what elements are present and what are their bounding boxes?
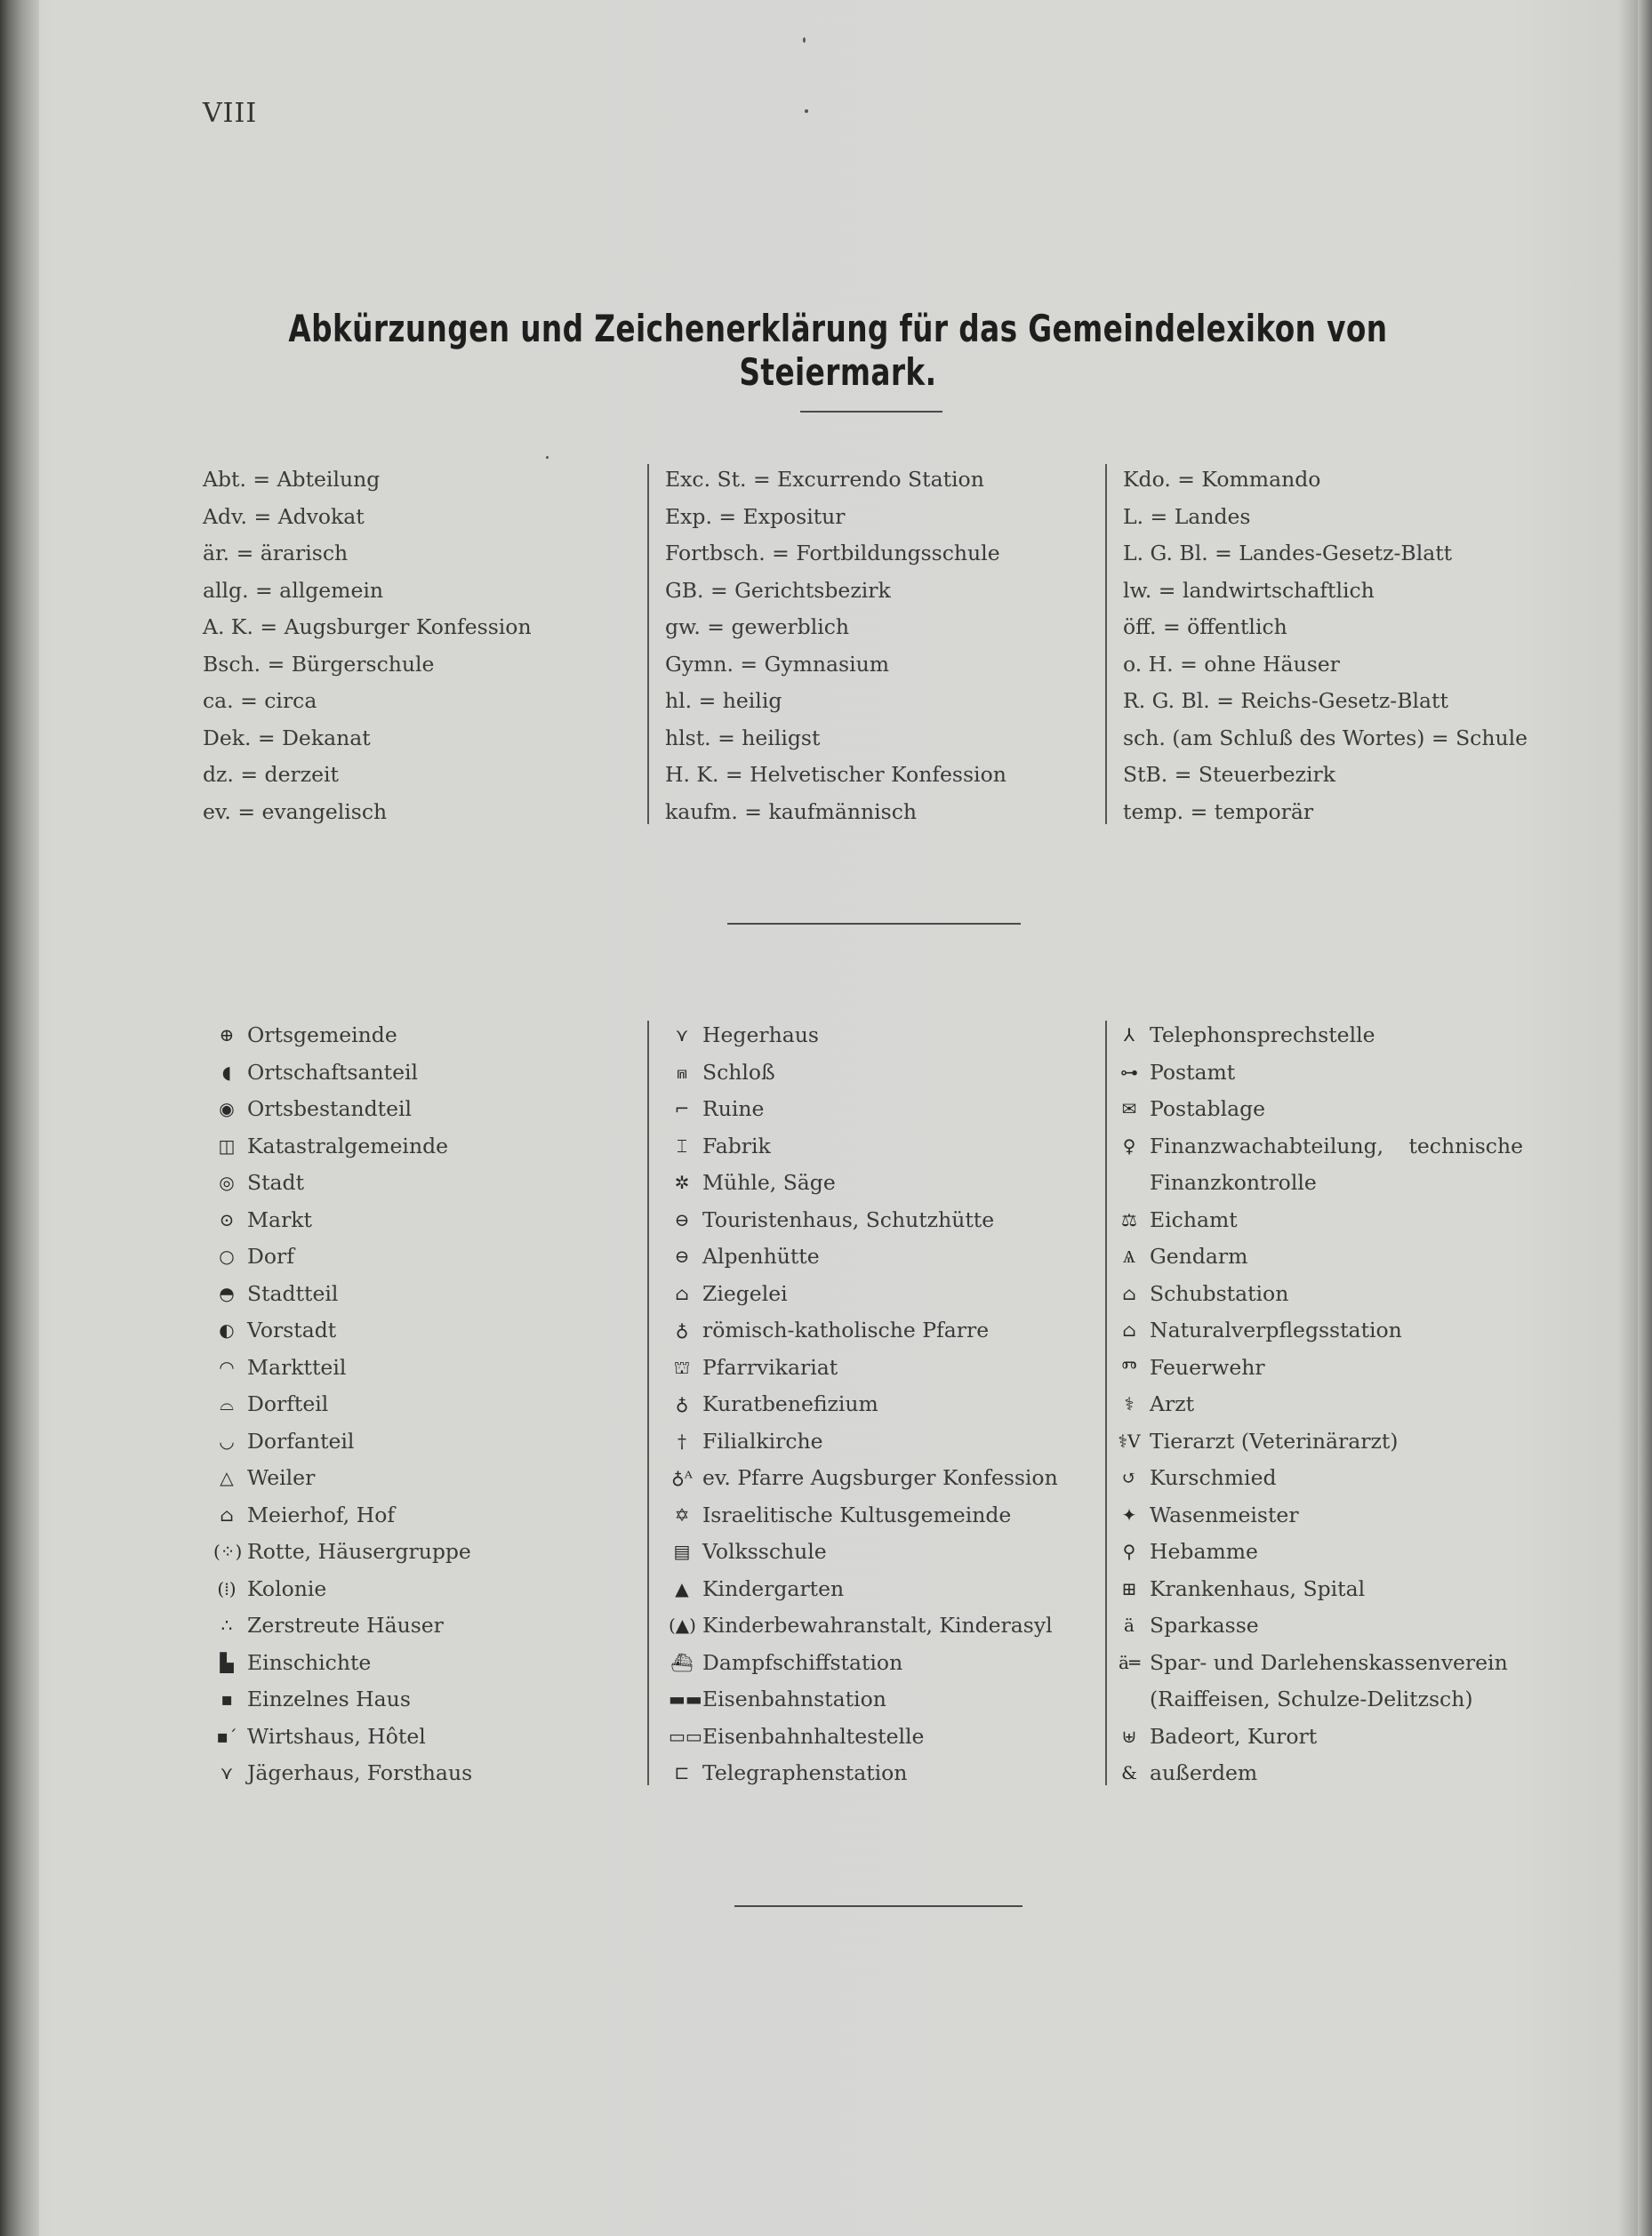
- legend-entry: [669, 1091, 1058, 1128]
- small-triangle-icon: △: [220, 1467, 234, 1488]
- legend-label: Kuratbenefizium: [702, 1391, 878, 1416]
- legend-entry: [1116, 1276, 1523, 1313]
- abbreviation-entry: hl. = heilig: [665, 688, 782, 713]
- ruin-icon: ⌐: [674, 1098, 690, 1119]
- legend-entry: [1116, 1645, 1523, 1682]
- nursery-icon: (▲): [669, 1615, 696, 1636]
- legend-entry: [1116, 1571, 1523, 1608]
- legend-entry: [213, 1755, 472, 1792]
- abbreviation-entry: öff. = öffentlich: [1123, 614, 1287, 639]
- legend-label: Wasenmeister: [1150, 1502, 1299, 1527]
- title-divider: [800, 411, 942, 413]
- legend-entry: [1116, 1460, 1523, 1497]
- loan-association-icon: ä═: [1119, 1651, 1140, 1673]
- legend-label: Zerstreute Häuser: [247, 1613, 444, 1638]
- page-right-edge: [1638, 0, 1652, 2236]
- legend-entry: [1116, 1386, 1523, 1423]
- column-separator: [647, 1021, 649, 1785]
- telephone-icon: ⅄: [1123, 1024, 1135, 1046]
- dotted-circle-icon: ⊙: [219, 1208, 235, 1230]
- legend-label: Alpenhütte: [702, 1244, 820, 1269]
- legend-label: Krankenhaus, Spital: [1150, 1575, 1366, 1601]
- mill-wheel-icon: ✲: [674, 1172, 690, 1193]
- legend-entry: [213, 1091, 472, 1128]
- legend-label: Filialkirche: [702, 1428, 823, 1454]
- abbreviation-entry: A. K. = Augsburger Konfession: [203, 614, 532, 639]
- hunting-lodge-icon: ⋎: [675, 1024, 689, 1046]
- abbreviations-column-3: [1123, 461, 1528, 830]
- school-icon: ▤: [673, 1541, 691, 1562]
- veterinarian-icon: ⚕V: [1118, 1430, 1141, 1452]
- legend-label: Sparkasse: [1150, 1613, 1259, 1638]
- section-divider: [727, 923, 1021, 925]
- steamboat-icon: ⛴: [670, 1651, 694, 1673]
- legend-entry: [213, 1607, 472, 1645]
- branch-church-icon: †: [678, 1430, 686, 1452]
- abbreviation-entry: Adv. = Advokat: [203, 503, 365, 529]
- abbreviation-entry: temp. = temporär: [1123, 798, 1314, 824]
- railway-stop-icon: ▭▭: [669, 1725, 702, 1747]
- legend-label: Stadtteil: [247, 1280, 339, 1306]
- legend-label: Katastralgemeinde: [247, 1133, 449, 1158]
- legend-label: Spar- und Darlehenskassenverein: [1150, 1649, 1508, 1675]
- legend-entry: [669, 1238, 1058, 1276]
- abbreviation-entry: StB. = Steuerbezirk: [1123, 762, 1335, 787]
- legend-label: Ziegelei: [702, 1280, 788, 1306]
- legend-entry: [669, 1497, 1058, 1535]
- legend-label: Schubstation: [1150, 1280, 1289, 1306]
- legend-label: Telephonsprechstelle: [1150, 1022, 1375, 1047]
- legend-entry: [1116, 1054, 1523, 1092]
- abbreviation-entry: lw. = landwirtschaftlich: [1123, 577, 1375, 603]
- knacker-icon: ✦: [1121, 1503, 1137, 1526]
- abbreviations-column-2: [665, 461, 1006, 830]
- legend-entry: [669, 1202, 1058, 1239]
- factory-icon: ⌶: [677, 1134, 687, 1157]
- legend-label: ev. Pfarre Augsburger Konfession: [702, 1465, 1058, 1490]
- legend-entry: [669, 1017, 1058, 1054]
- legend-entry: [1116, 1497, 1523, 1535]
- legend-entry: [669, 1276, 1058, 1313]
- abbreviation-entry: o. H. = ohne Häuser: [1123, 651, 1340, 677]
- legend-entry: [213, 1350, 472, 1387]
- legend-entry: [213, 1276, 472, 1313]
- legend-label: Dorfanteil: [247, 1428, 355, 1454]
- legend-label: Telegraphenstation: [702, 1760, 908, 1785]
- legend-label: Schloß: [702, 1059, 775, 1085]
- abbreviation-entry: hlst. = heiligst: [665, 725, 821, 750]
- telegraph-icon: ⊏: [674, 1762, 690, 1783]
- legend-entry: [669, 1681, 1058, 1719]
- brickworks-icon: ⌂: [675, 1282, 689, 1304]
- legend-entry: [213, 1571, 472, 1608]
- railway-station-icon: ▬▬: [669, 1688, 702, 1710]
- abbreviation-entry: Abt. = Abteilung: [203, 467, 381, 492]
- legend-label: Ortschaftsanteil: [247, 1059, 419, 1085]
- legend-label: Gendarm: [1150, 1244, 1248, 1269]
- abbreviation-entry: sch. (am Schluß des Wortes) = Schule: [1123, 725, 1528, 750]
- transport-station-icon: ⌂: [1122, 1282, 1136, 1304]
- legend-label: Feuerwehr: [1150, 1354, 1265, 1380]
- legend-label: Dorfteil: [247, 1391, 329, 1416]
- envelope-icon: ✉: [1121, 1098, 1137, 1119]
- legend-label: Pfarrvikariat: [702, 1354, 838, 1380]
- print-speck: [803, 37, 806, 43]
- circle-icon: ○: [219, 1246, 235, 1267]
- legend-entry: [669, 1645, 1058, 1682]
- column-separator: [647, 464, 649, 824]
- page-number: VIII: [203, 98, 258, 129]
- abbreviation-entry: ca. = circa: [203, 688, 317, 713]
- abbreviation-entry: allg. = allgemein: [203, 577, 384, 603]
- vicarage-icon: ⛫: [673, 1356, 691, 1378]
- legend-entry: [1116, 1202, 1523, 1239]
- gendarmerie-icon: Ѧ: [1122, 1246, 1136, 1267]
- legend-label: Eisenbahnstation: [702, 1687, 886, 1711]
- legend-entry: [213, 1681, 472, 1719]
- abbreviation-entry: Fortbsch. = Fortbildungsschule: [665, 541, 1000, 565]
- legend-entry: [669, 1165, 1058, 1202]
- legend-label: Wirtshaus, Hôtel: [247, 1723, 426, 1749]
- legend-entry: [213, 1312, 472, 1350]
- legend-label: Mühle, Säge: [702, 1170, 836, 1195]
- symbols-column-1: [213, 1017, 472, 1792]
- abbreviation-entry: Exp. = Expositur: [665, 503, 846, 529]
- legend-label: Ortsgemeinde: [247, 1022, 397, 1047]
- legend-label: Hegerhaus: [702, 1022, 819, 1047]
- legend-label: Dorf: [247, 1244, 294, 1269]
- legend-entry: [1116, 1312, 1523, 1350]
- legend-label: Fabrik: [702, 1133, 771, 1158]
- legend-entry: [213, 1534, 472, 1571]
- legend-entry: [1116, 1091, 1523, 1128]
- legend-entry: [1116, 1350, 1523, 1387]
- post-horn-icon: ⊶: [1120, 1061, 1138, 1083]
- legend-label: römisch-katholische Pfarre: [702, 1318, 990, 1342]
- midwife-icon: ⚲: [1122, 1541, 1136, 1562]
- legend-entry: [669, 1350, 1058, 1387]
- legend-entry: [213, 1645, 472, 1682]
- filled-half-circle-icon: ◉: [219, 1098, 235, 1119]
- legend-label: Eisenbahnhaltestelle: [702, 1723, 925, 1749]
- legend-label: Touristenhaus, Schutzhütte: [702, 1206, 995, 1232]
- legend-label: Rotte, Häusergruppe: [247, 1539, 471, 1564]
- single-house-icon: ▙: [220, 1651, 234, 1673]
- tourist-hut-icon: ⊖: [674, 1208, 690, 1230]
- farm-house-icon: ⌂: [220, 1503, 234, 1526]
- legend-entry: [213, 1054, 472, 1092]
- legend-label: Jägerhaus, Forsthaus: [247, 1760, 473, 1785]
- abbreviation-entry: dz. = derzeit: [203, 762, 339, 787]
- column-separator: [1105, 1021, 1107, 1785]
- legend-label: Kolonie: [247, 1575, 327, 1601]
- legend-entry: [213, 1497, 472, 1535]
- legend-label: Ruine: [702, 1096, 765, 1121]
- inn-icon: ▪ˊ: [216, 1725, 237, 1747]
- finance-guard-icon: ♀: [1122, 1134, 1136, 1157]
- legend-label: Marktteil: [247, 1354, 347, 1380]
- legend-entry: [1116, 1017, 1523, 1054]
- legend-entry: [213, 1165, 472, 1202]
- legend-label: Kindergarten: [702, 1575, 845, 1601]
- page-title: Abkürzungen und Zeichenerklärung für das Gemeindelexikon von Steiermark.: [288, 307, 1388, 394]
- abbreviation-entry: Bsch. = Bürgerschule: [203, 651, 435, 677]
- legend-entry: [1116, 1719, 1523, 1756]
- abbreviation-entry: L. = Landes: [1123, 503, 1251, 529]
- legend-entry: [669, 1312, 1058, 1350]
- scattered-dots-icon: ∴: [221, 1615, 233, 1636]
- legend-label: Arzt: [1150, 1391, 1195, 1416]
- legend-label: Naturalverpflegsstation: [1150, 1318, 1402, 1342]
- legend-entry: [669, 1534, 1058, 1571]
- legend-entry: [669, 1755, 1058, 1792]
- legend-label: Kinderbewahranstalt, Kinderasyl: [702, 1613, 1053, 1638]
- upper-arc-dot-icon: ◠: [219, 1356, 235, 1378]
- abbreviation-entry: Gymn. = Gymnasium: [665, 651, 890, 677]
- double-circle-icon: ◎: [219, 1172, 235, 1193]
- antler-icon: ⋎: [220, 1762, 234, 1783]
- fire-brigade-icon: Ⱅ: [1121, 1356, 1137, 1378]
- legend-entry: [669, 1128, 1058, 1166]
- legend-label: Ortsbestandteil: [247, 1096, 413, 1121]
- savings-bank-icon: ä: [1124, 1615, 1135, 1636]
- legend-entry: [669, 1607, 1058, 1645]
- legend-entry: [669, 1054, 1058, 1092]
- spa-icon: ⊎: [1121, 1725, 1137, 1747]
- legend-entry: [213, 1202, 472, 1239]
- abbreviation-entry: R. G. Bl. = Reichs-Gesetz-Blatt: [1123, 688, 1448, 713]
- legend-label: Postamt: [1150, 1059, 1236, 1085]
- legend-entry: [213, 1017, 472, 1054]
- legend-entry: [1116, 1755, 1523, 1792]
- abbreviation-entry: GB. = Gerichtsbezirk: [665, 577, 891, 603]
- castle-icon: ⩎: [677, 1061, 687, 1083]
- legend-label: Markt: [247, 1206, 312, 1232]
- grid-in-parens-icon: (⁞): [217, 1577, 237, 1599]
- abbreviation-entry: kaufm. = kaufmännisch: [665, 798, 917, 824]
- legend-entry: [1116, 1128, 1523, 1202]
- circle-cross-icon: ⊕: [219, 1024, 235, 1046]
- abbreviations-column-1: [203, 461, 532, 830]
- book-binding-edge: [0, 0, 39, 2236]
- legend-entry: [213, 1128, 472, 1166]
- half-filled-circle-icon: ◐: [219, 1319, 235, 1341]
- dots-in-parens-icon: (⁘): [213, 1541, 243, 1562]
- abbreviation-entry: Kdo. = Kommando: [1123, 467, 1321, 492]
- column-separator: [1105, 464, 1107, 824]
- hospital-icon: ⊞: [1121, 1577, 1137, 1599]
- physician-icon: ⚕: [1124, 1393, 1135, 1415]
- print-speck: [805, 109, 808, 113]
- abbreviation-entry: ev. = evangelisch: [203, 798, 388, 824]
- legend-entry: [669, 1571, 1058, 1608]
- calibration-office-icon: ⚖: [1121, 1208, 1137, 1230]
- ampersand-icon: &: [1121, 1762, 1137, 1783]
- lower-arc-icon: ◡: [219, 1430, 235, 1452]
- legend-label: Kurschmied: [1150, 1465, 1277, 1490]
- legend-entry: [1116, 1423, 1523, 1461]
- single-block-icon: ▪: [221, 1688, 233, 1710]
- legend-label: Hebamme: [1150, 1539, 1258, 1564]
- legend-label: Tierarzt (Veterinärarzt): [1150, 1428, 1399, 1454]
- split-square-icon: ◫: [218, 1134, 236, 1157]
- legend-label: Stadt: [247, 1170, 305, 1195]
- legend-label: (Raiffeisen, Schulze-Delitzsch): [1150, 1687, 1473, 1711]
- supply-station-icon: ⌂: [1122, 1319, 1136, 1341]
- legend-entry: [1116, 1607, 1523, 1645]
- legend-label: Volksschule: [702, 1539, 827, 1564]
- legend-entry: [213, 1719, 472, 1756]
- abbreviation-entry: Dek. = Dekanat: [203, 725, 371, 750]
- legend-label: Einzelnes Haus: [247, 1687, 411, 1711]
- kindergarten-icon: ▲: [675, 1577, 689, 1599]
- half-circle-icon: ◖: [221, 1061, 232, 1083]
- legend-entry: [213, 1238, 472, 1276]
- alpine-hut-icon: ⊖: [674, 1246, 690, 1267]
- abbreviation-entry: L. G. Bl. = Landes-Gesetz-Blatt: [1123, 541, 1453, 565]
- legend-label: Weiler: [247, 1465, 316, 1490]
- symbols-column-3: [1116, 1017, 1523, 1792]
- legend-label: Finanzwachabteilung, technische Finanzkontrolle: [1150, 1133, 1523, 1195]
- upper-semicircle-filled-icon: ◓: [219, 1282, 235, 1304]
- star-of-david-icon: ✡: [674, 1503, 690, 1526]
- abbreviation-entry: är. = ärarisch: [203, 541, 349, 565]
- legend-label: Israelitische Kultusgemeinde: [702, 1502, 1012, 1527]
- legend-entry: [669, 1386, 1058, 1423]
- legend-label: Postablage: [1150, 1096, 1266, 1121]
- legend-label: Einschichte: [247, 1649, 372, 1675]
- legend-entry: [669, 1719, 1058, 1756]
- print-speck: [546, 456, 549, 459]
- curacy-icon: ♁: [675, 1393, 689, 1415]
- legend-entry: [213, 1386, 472, 1423]
- legend-label: Vorstadt: [247, 1318, 337, 1342]
- symbols-column-2: [669, 1017, 1058, 1792]
- legend-label: Badeort, Kurort: [1150, 1723, 1318, 1749]
- bottom-divider: [734, 1905, 1022, 1907]
- farrier-icon: ↺: [1121, 1467, 1137, 1488]
- legend-entry: [213, 1460, 472, 1497]
- legend-label: Dampfschiffstation: [702, 1649, 903, 1675]
- legend-label: Eichamt: [1150, 1206, 1238, 1232]
- legend-entry: [669, 1423, 1058, 1461]
- legend-entry: [1116, 1534, 1523, 1571]
- segment-icon: ⌓: [220, 1393, 234, 1415]
- legend-entry: [669, 1460, 1058, 1497]
- abbreviation-entry: gw. = gewerblich: [665, 614, 850, 639]
- legend-label: außerdem: [1150, 1760, 1258, 1785]
- abbreviation-entry: H. K. = Helvetischer Konfession: [665, 762, 1006, 787]
- protestant-parish-icon: ♁ᴬ: [671, 1467, 693, 1488]
- legend-entry: [1116, 1681, 1523, 1719]
- catholic-parish-icon: ♁: [675, 1319, 689, 1341]
- legend-entry: [1116, 1238, 1523, 1276]
- legend-entry: [213, 1423, 472, 1461]
- legend-label: Meierhof, Hof: [247, 1502, 396, 1527]
- abbreviation-entry: Exc. St. = Excurrendo Station: [665, 467, 984, 492]
